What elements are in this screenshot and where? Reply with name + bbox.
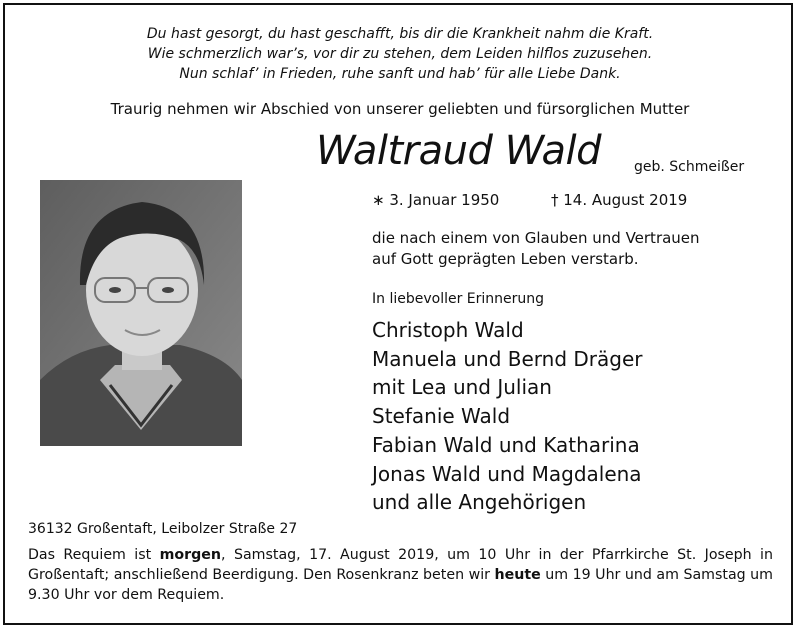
mourner: Fabian Wald und Katharina [372, 432, 640, 457]
deceased-name: Waltraud Wald [316, 128, 601, 174]
life-text [372, 228, 700, 270]
service-bold-heute: heute [494, 567, 541, 583]
mourner: Stefanie Wald [372, 404, 511, 429]
service-text: Das Requiem ist [28, 547, 160, 563]
service-info [28, 545, 773, 605]
maiden-name: geb. Schmeißer [634, 159, 745, 175]
mourner: und alle Angehörigen [372, 490, 587, 515]
poem-line: Du hast gesorgt, du hast geschafft, bis dir die Krankheit nahm die Kraft. [146, 26, 654, 42]
death-date: † 14. August 2019 [551, 191, 688, 209]
service-bold-morgen: morgen [159, 547, 222, 563]
mourner: Christoph Wald [372, 318, 524, 342]
service-text: , Samstag, 17. August 2019, um 10 Uhr in der Pfarrkirche St. Joseph in Großentaft; anschließend Beerdigung. Den Rosenkranz beten wir [28, 547, 773, 583]
memory-label: In liebevoller Erinnerung [372, 291, 545, 307]
poem [0, 24, 800, 84]
text-line: auf Gott geprägten Leben verstarb. [372, 250, 639, 268]
portrait-image [40, 180, 242, 446]
mourners-list [372, 316, 642, 517]
mourner: mit Lea und Julian [372, 375, 552, 400]
portrait-photo [40, 180, 242, 446]
service-text: um 19 Uhr und am Samstag um 9.30 Uhr vor dem Requiem. [28, 567, 773, 603]
poem-line: Nun schlaf’ in Frieden, ruhe sanft und hab’ für alle Liebe Dank. [179, 66, 621, 82]
mourner: Manuela und Bernd Dräger [372, 346, 643, 371]
text-line: die nach einem von Glauben und Vertrauen [372, 229, 700, 247]
intro-text: Traurig nehmen wir Abschied von unserer geliebten und fürsorglichen Mutter [110, 100, 690, 118]
address: 36132 Großentaft, Leibolzer Straße 27 [28, 521, 298, 537]
birth-date: ∗ 3. Januar 1950 [372, 191, 500, 209]
poem-line: Wie schmerzlich war’s, vor dir zu stehen, dem Leiden hilflos zuzusehen. [147, 46, 653, 62]
mourner: Jonas Wald und Magdalena [372, 461, 642, 486]
